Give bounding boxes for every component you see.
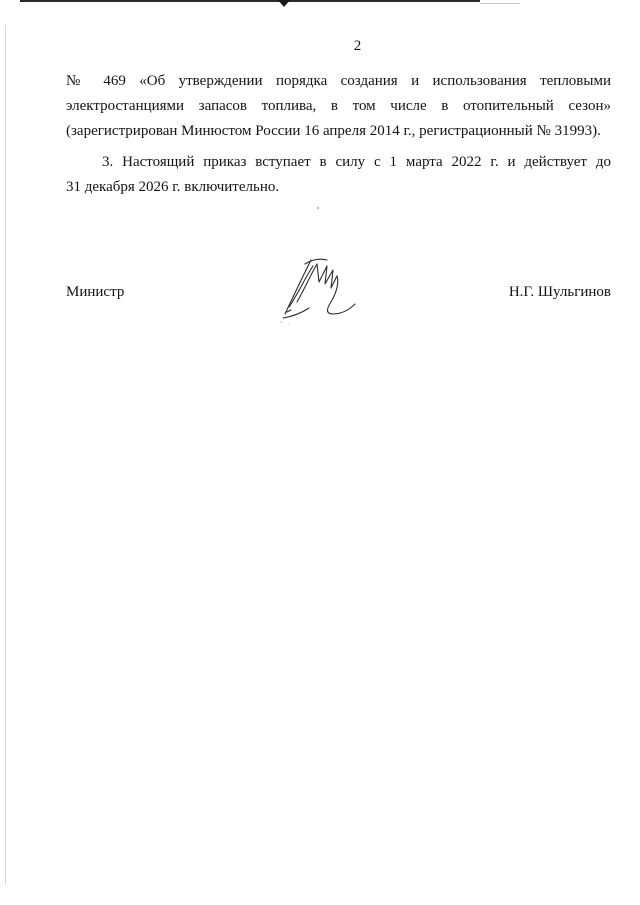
paragraph-line: № 469 «Об утверждении порядка создания и использования тепловыми <box>66 73 611 89</box>
scan-speck <box>317 207 319 209</box>
scan-edge-faint <box>480 3 520 4</box>
continuation-paragraph <box>66 69 611 144</box>
signatory-name: Н.Г. Шульгинов <box>508 284 611 300</box>
paragraph-line: 31 декабря 2026 г. включительно. <box>66 179 280 195</box>
paragraph-3 <box>66 150 611 200</box>
handwritten-signature <box>275 252 365 327</box>
paragraph-line: (зарегистрирован Минюстом России 16 апреля 2014 г., регистрационный № 31993). <box>66 123 601 139</box>
paragraph-line: 3. Настоящий приказ вступает в силу с 1 марта 2022 г. и действует до <box>102 154 611 170</box>
signatory-title: Министр <box>66 284 125 300</box>
scan-margin-line <box>5 25 6 885</box>
page-number: 2 <box>353 38 362 54</box>
scan-edge-line <box>20 0 480 2</box>
scan-edge-mark <box>278 0 290 7</box>
paragraph-line: электростанциями запасов топлива, в том числе в отопительный сезон» <box>66 98 611 114</box>
